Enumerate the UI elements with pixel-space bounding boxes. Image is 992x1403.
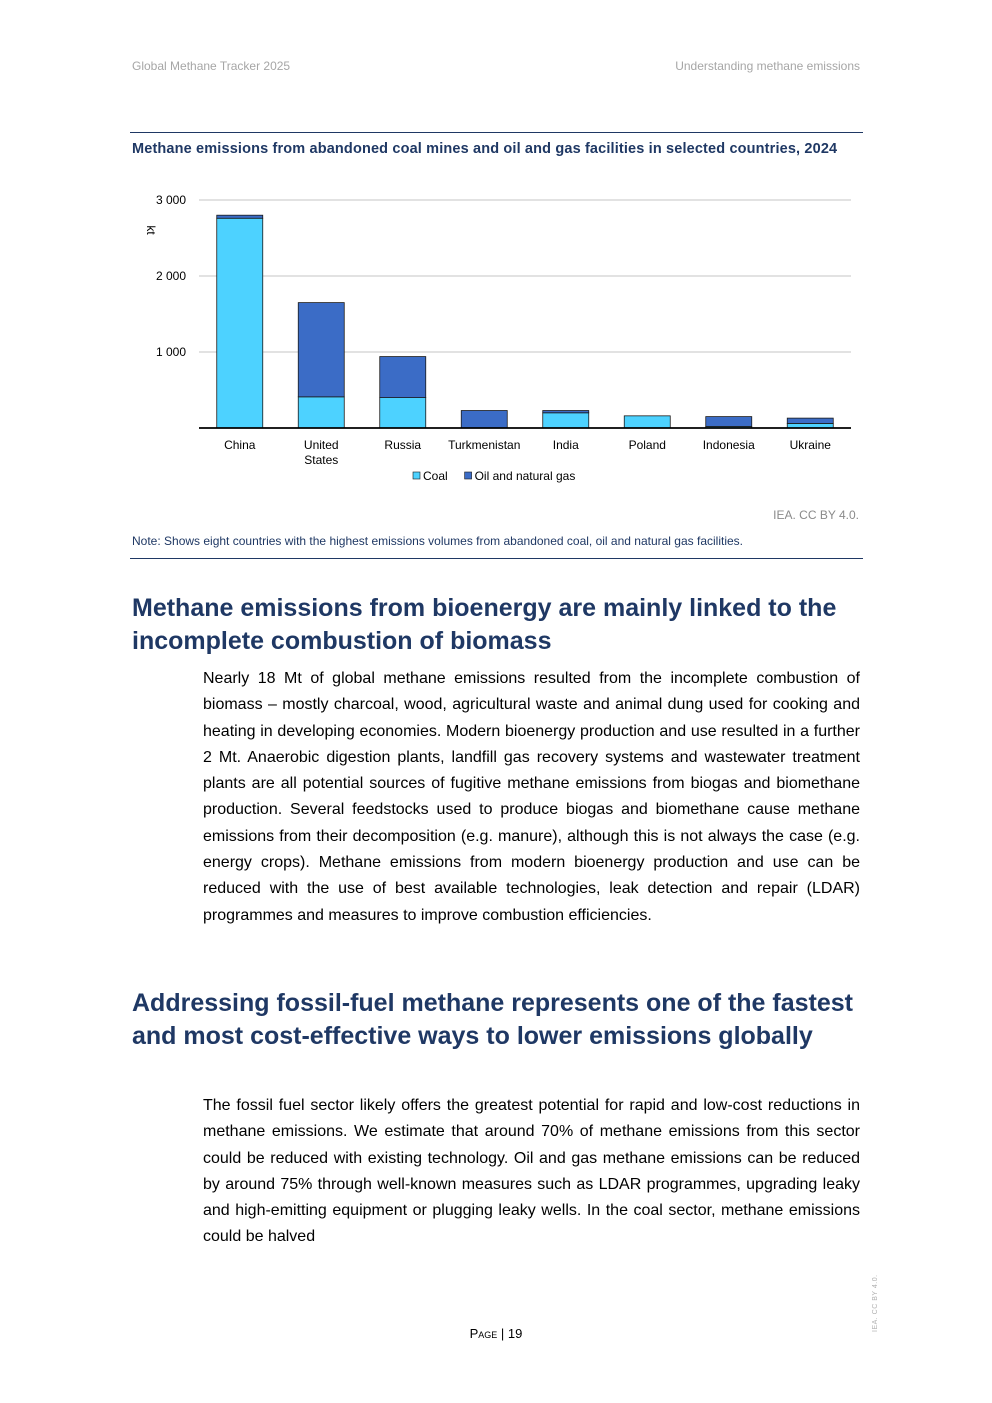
- x-tick-label: United States: [303, 438, 339, 467]
- chart-gridlines: [199, 200, 851, 352]
- page-number: 19: [507, 1326, 523, 1341]
- side-credit: IEA. CC BY 4.0.: [872, 1274, 879, 1332]
- legend-swatch: [413, 472, 420, 479]
- bar-oil-and-natural-gas-indonesia: [706, 417, 752, 427]
- x-tick-label: China: [224, 438, 256, 452]
- bar-coal-russia: [380, 398, 426, 428]
- legend-swatch: [465, 472, 472, 479]
- bar-chart: [130, 185, 860, 500]
- figure-bottom-rule: [130, 558, 863, 559]
- bar-oil-and-natural-gas-russia: [380, 357, 426, 398]
- figure-credit: IEA. CC BY 4.0.: [773, 508, 859, 522]
- figure-top-rule: [130, 132, 863, 133]
- bar-coal-united-states: [298, 397, 344, 428]
- bar-oil-and-natural-gas-china: [217, 215, 263, 218]
- legend-label: Oil and natural gas: [474, 469, 576, 483]
- page-separator: |: [497, 1326, 508, 1341]
- section-heading-bioenergy: Methane emissions from bioenergy are mainly linked to the incomplete combustion of biomass: [132, 594, 837, 655]
- x-tick-label: Turkmenistan: [448, 438, 521, 452]
- x-tick-label: Ukraine: [789, 438, 831, 452]
- page-footer: [0, 1326, 992, 1341]
- y-tick-label: 2 000: [155, 269, 186, 283]
- chart-bars: [217, 215, 834, 428]
- section-body-bioenergy: Nearly 18 Mt of global methane emissions resulted from the incomplete combustion of biomass – mostly charcoal, wood, agricultural waste and animal dung used for cooking and heating in developing economies. Modern bioenergy production and use resulted in a further 2 Mt. Anaerobic digestion plants, landfill gas recovery systems and wastewater treatment plants are all potential sources of fugitive methane emissions from biogas and biomethane production. Several feedstocks used to produce biogas and biomethane cause methane emissions from their decomposition (e.g. manure), although this is not always the case (e.g. energy crops). Methane emissions from modern bioenergy production and use can be reduced with the use of best available technologies, leak detection and repair (LDAR) programmes and measures to improve combustion efficiencies.: [203, 670, 860, 924]
- section-body-fossil-fuel: The fossil fuel sector likely offers the greatest potential for rapid and low-cost reductions in methane emissions. We estimate that around 70% of methane emissions from this sector could be reduced with existing technology. Oil and gas methane emissions can be reduced by around 75% through well-known measures such as LDAR programmes, upgrading leaky and high-emitting equipment or plugging leaky wells. In the coal sector, methane emissions could be halved: [203, 1097, 860, 1246]
- x-tick-label: Poland: [628, 438, 666, 452]
- running-header-title: Global Methane Tracker 2025: [132, 59, 291, 73]
- figure-note: Note: Shows eight countries with the highest emissions volumes from abandoned coal, oil and natural gas facilities.: [132, 534, 743, 548]
- section-heading-fossil-fuel: Addressing fossil-fuel methane represents one of the fastest and most cost-effective ways to lower emissions globally: [132, 989, 853, 1050]
- y-tick-label: 1 000: [155, 345, 186, 359]
- bar-coal-china: [217, 218, 263, 428]
- x-tick-label: Indonesia: [702, 438, 755, 452]
- x-tick-label: Russia: [384, 438, 422, 452]
- bar-oil-and-natural-gas-turkmenistan: [461, 411, 507, 428]
- x-tick-label: India: [552, 438, 579, 452]
- page-word: Page: [469, 1326, 498, 1341]
- y-tick-label: 3 000: [155, 193, 186, 207]
- bar-oil-and-natural-gas-ukraine: [787, 418, 833, 423]
- chart-legend: [413, 469, 575, 483]
- bar-coal-india: [543, 413, 589, 428]
- figure-title: Methane emissions from abandoned coal mines and oil and gas facilities in selected countries, 2024: [132, 141, 838, 157]
- running-header-chapter: Understanding methane emissions: [675, 59, 860, 73]
- y-axis-unit-label: kt: [144, 225, 158, 235]
- bar-oil-and-natural-gas-india: [543, 411, 589, 413]
- bar-oil-and-natural-gas-united-states: [298, 303, 344, 397]
- legend-label: Coal: [423, 469, 448, 483]
- bar-coal-poland: [624, 416, 670, 428]
